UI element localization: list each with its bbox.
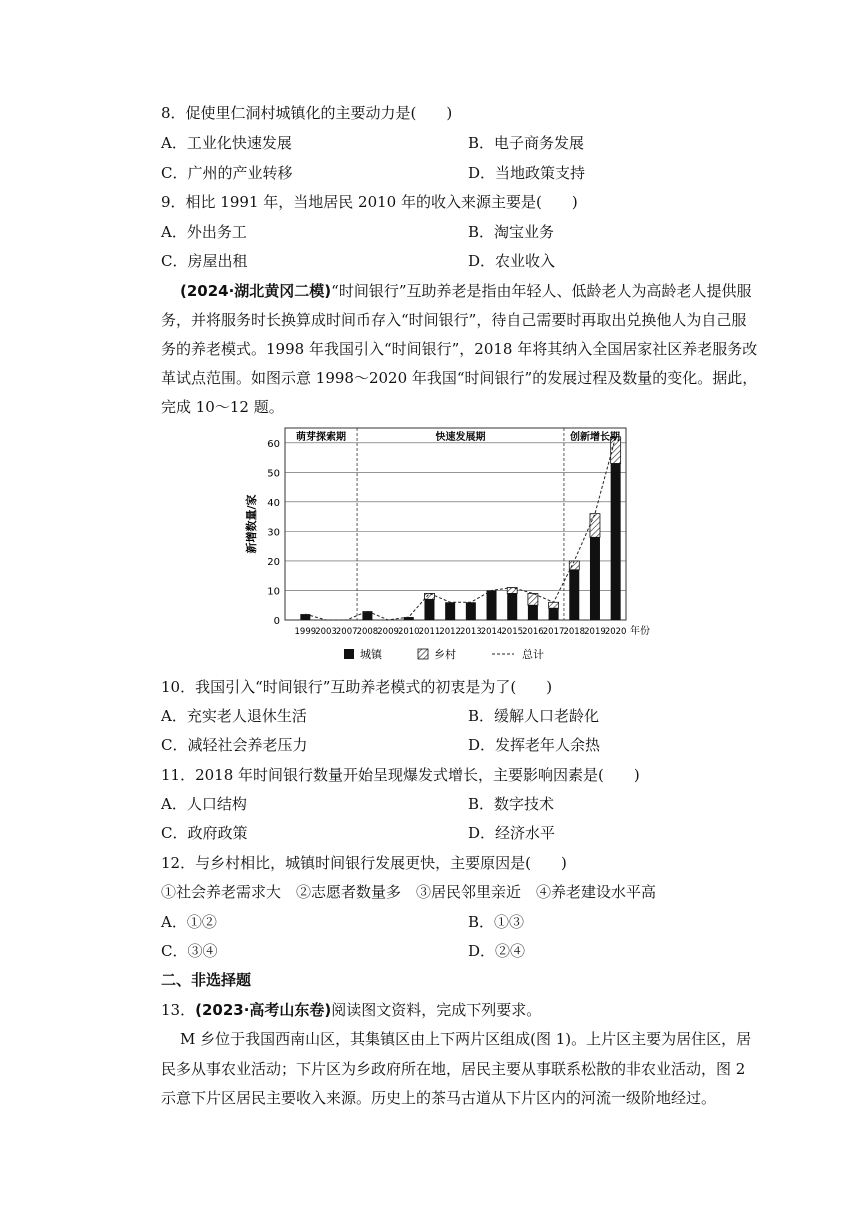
x-tick-label: 1999 bbox=[294, 627, 317, 637]
x-tick-label: 2020 bbox=[604, 627, 627, 637]
bar-urban bbox=[300, 614, 310, 620]
x-tick-label: 2003 bbox=[315, 627, 337, 637]
stage-label: 创新增长期 bbox=[569, 432, 620, 443]
bar-urban bbox=[549, 608, 559, 620]
stage-label: 快速发展期 bbox=[435, 432, 486, 443]
q12-option-c: C．③④ bbox=[161, 942, 218, 960]
q8-option-d: D．当地政策支持 bbox=[468, 164, 586, 182]
x-tick-label: 2012 bbox=[439, 627, 461, 637]
legend-swatch-urban bbox=[344, 649, 354, 659]
bar-urban bbox=[569, 570, 579, 620]
q13-line-2: 民多从事农业活动；下片区为乡政府所在地，居民主要从事联系松散的非农业活动，图 2 bbox=[161, 1060, 746, 1078]
q13-stem: 13．(2023·高考山东卷)阅读图文资料，完成下列要求。 bbox=[161, 1001, 542, 1019]
legend-label-total: 总计 bbox=[522, 648, 544, 661]
bar-urban bbox=[487, 590, 497, 620]
x-tick-label: 2011 bbox=[418, 627, 441, 637]
bar-urban bbox=[404, 617, 414, 620]
q9-option-a: A．外出务工 bbox=[161, 223, 247, 241]
x-tick-label: 2014 bbox=[480, 627, 503, 637]
q9-stem: 9．相比 1991 年，当地居民 2010 年的收入来源主要是( ) bbox=[161, 193, 578, 211]
x-tick-label: 2010 bbox=[397, 627, 420, 637]
passage-line-1: (2024·湖北黄冈二模)“时间银行”互助养老是指由年轻人、低龄老人为高龄老人提供服 bbox=[180, 282, 752, 300]
x-tick-label: 2016 bbox=[522, 627, 544, 637]
y-tick-label: 20 bbox=[267, 556, 280, 568]
series-total-line bbox=[305, 437, 615, 620]
q11-option-b: B．数字技术 bbox=[468, 795, 555, 813]
bar-urban bbox=[445, 602, 455, 620]
y-tick-label: 50 bbox=[267, 468, 280, 480]
q9-option-b: B．淘宝业务 bbox=[468, 223, 555, 241]
q12-choices: ①社会养老需求大 ②志愿者数量多 ③居民邻里亲近 ④养老建设水平高 bbox=[161, 883, 657, 901]
passage-source: (2024·湖北黄冈二模) bbox=[180, 282, 332, 300]
x-tick-label: 2015 bbox=[501, 627, 524, 637]
x-tick-label: 2013 bbox=[460, 627, 482, 637]
q11-option-c: C．政府政策 bbox=[161, 824, 248, 842]
q12-stem: 12．与乡村相比，城镇时间银行发展更快，主要原因是( ) bbox=[161, 854, 567, 872]
q11-stem: 11．2018 年时间银行数量开始呈现爆发式增长，主要影响因素是( ) bbox=[161, 766, 640, 784]
legend-label-rural: 乡村 bbox=[434, 648, 456, 661]
q8-option-a: A．工业化快速发展 bbox=[161, 134, 292, 152]
q9-option-c: C．房屋出租 bbox=[161, 252, 248, 270]
bar-rural bbox=[424, 593, 434, 599]
bar-rural bbox=[569, 561, 579, 570]
bar-rural bbox=[590, 514, 600, 538]
passage-line-5: 完成 10～12 题。 bbox=[161, 398, 284, 416]
y-axis-label: 新增数量/家 bbox=[245, 494, 258, 554]
q13-line-3: 示意下片区居民主要收入来源。历史上的茶马古道从下片区内的河流一级阶地经过。 bbox=[161, 1089, 717, 1107]
q10-option-d: D．发挥老年人余热 bbox=[468, 736, 601, 754]
q13-source: (2023·高考山东卷) bbox=[195, 1001, 332, 1019]
bar-rural bbox=[549, 602, 559, 608]
bar-urban bbox=[424, 599, 434, 620]
x-tick-label: 2007 bbox=[335, 627, 358, 637]
bar-urban bbox=[611, 463, 621, 620]
q12-option-a: A．①② bbox=[161, 913, 217, 931]
bar-urban bbox=[590, 537, 600, 620]
q13-line-1: M 乡位于我国西南山区，其集镇区由上下两片区组成(图 1)。上片区主要为居住区，居 bbox=[180, 1030, 752, 1048]
q10-option-b: B．缓解人口老龄化 bbox=[468, 707, 600, 725]
legend-swatch-rural bbox=[418, 649, 428, 659]
q12-option-d: D．②④ bbox=[468, 942, 526, 960]
q8-option-b: B．电子商务发展 bbox=[468, 134, 585, 152]
bar-urban bbox=[528, 605, 538, 620]
y-tick-label: 60 bbox=[267, 438, 280, 450]
stage-label: 萌芽探索期 bbox=[296, 432, 347, 443]
time-bank-chart bbox=[0, 420, 860, 670]
legend-label-urban: 城镇 bbox=[360, 648, 382, 661]
x-tick-label: 2009 bbox=[377, 627, 399, 637]
x-tick-label: 2008 bbox=[356, 627, 379, 637]
section-title: 二、非选择题 bbox=[161, 971, 252, 989]
bar-urban bbox=[507, 593, 517, 620]
q12-option-b: B．①③ bbox=[468, 913, 525, 931]
x-tick-label: 2019 bbox=[584, 627, 606, 637]
passage-line-3: 务的养老模式。1998 年我国引入“时间银行”，2018 年将其纳入全国居家社区养老服务改 bbox=[161, 340, 758, 358]
q8-option-c: C．广州的产业转移 bbox=[161, 164, 293, 182]
q10-option-a: A．充实老人退休生活 bbox=[161, 707, 307, 725]
y-tick-label: 40 bbox=[267, 497, 280, 509]
q10-stem: 10．我国引入“时间银行”互助养老模式的初衷是为了( ) bbox=[161, 678, 553, 696]
q8-stem: 8．促使里仁洞村城镇化的主要动力是( ) bbox=[161, 104, 453, 122]
passage-line-2: 务，并将服务时长换算成时间币存入“时间银行”，待自己需要时再取出兑换他人为自己服 bbox=[161, 311, 747, 329]
x-tick-label: 2018 bbox=[563, 627, 586, 637]
y-tick-label: 0 bbox=[273, 616, 280, 627]
q9-option-d: D．农业收入 bbox=[468, 252, 556, 270]
y-tick-label: 10 bbox=[267, 586, 280, 598]
passage-line-4: 革试点范围。如图示意 1998～2020 年我国“时间银行”的发展过程及数量的变化。据此， bbox=[161, 369, 758, 387]
x-axis-label: 年份 bbox=[630, 626, 650, 637]
y-tick-label: 30 bbox=[267, 527, 280, 539]
x-tick-label: 2017 bbox=[542, 627, 565, 637]
bar-urban bbox=[466, 602, 476, 620]
q10-option-c: C．减轻社会养老压力 bbox=[161, 736, 308, 754]
q11-option-d: D．经济水平 bbox=[468, 824, 556, 842]
q11-option-a: A．人口结构 bbox=[161, 795, 247, 813]
